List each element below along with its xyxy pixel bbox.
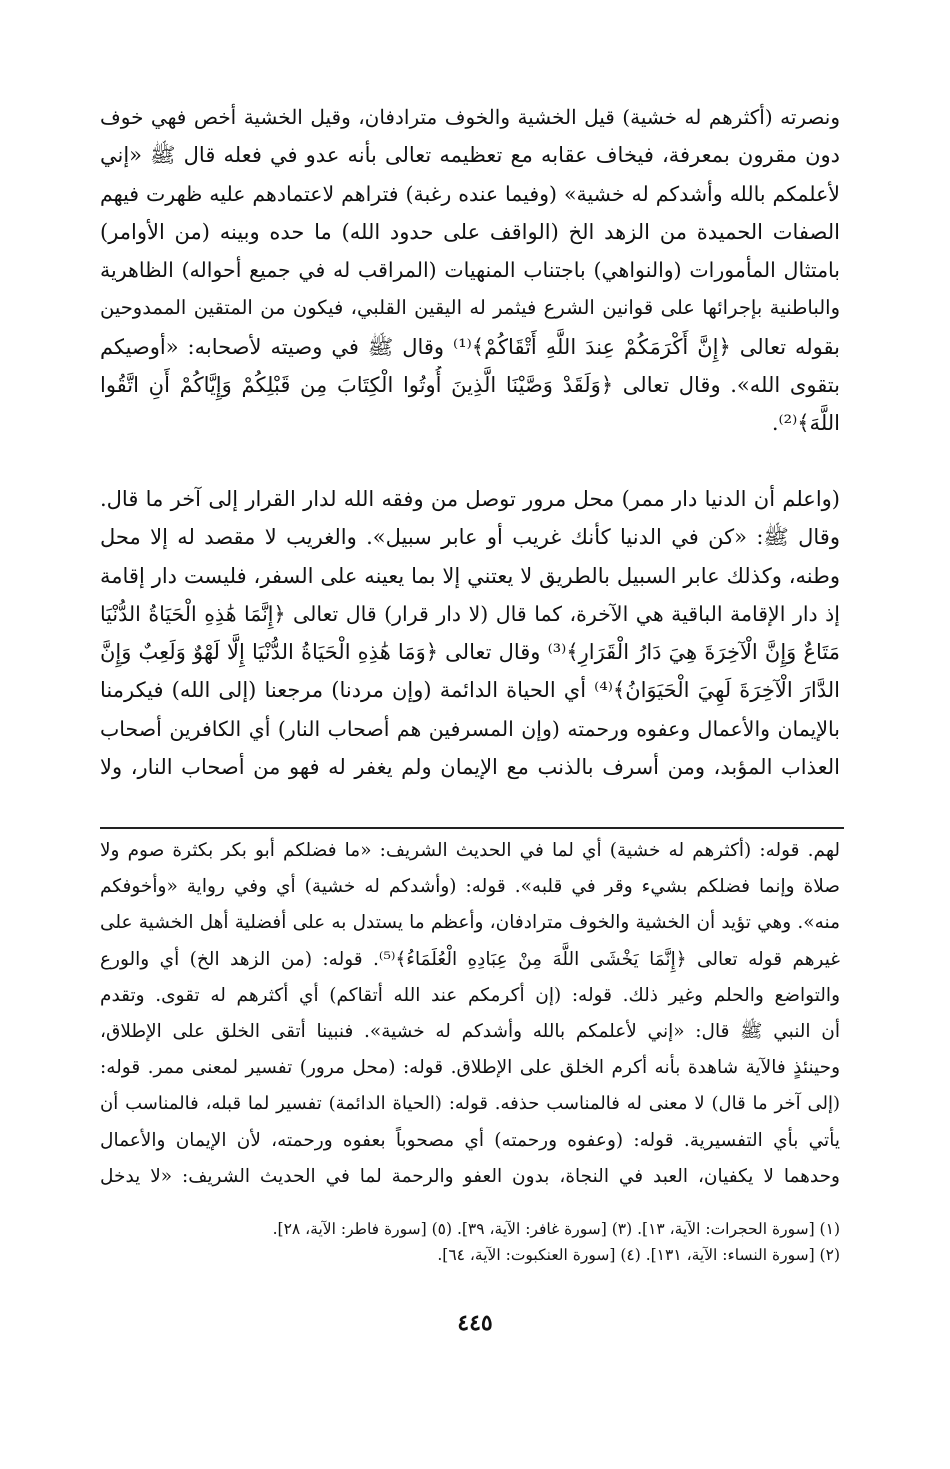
- text-line: بالإيمان والأعمال وعفوه ورحمته (وإن المسرفين هم أصحاب النار) أي الكافرين أصحاب: [100, 716, 840, 741]
- text-line: ونصرته (أكثرهم له خشية) قيل الخشية والخوف مترادفان، وقيل الخشية أخص فهي خوف: [100, 105, 840, 129]
- commentary-line: صلاة وإنما فضلكم بشيء وقر في قلبه». قوله: (وأشدكم له خشية) أي وفي رواية «وأخوفكم: [100, 876, 840, 898]
- commentary-line: لهم. قوله: (أكثرهم له خشية) أي لما في الحديث الشريف: «ما فضلكم أبو بكر بكثرة صوم ولا: [100, 840, 840, 861]
- commentary-block: [100, 833, 840, 1195]
- commentary-line: أن النبي ﷺ قال: «إني لأعلمكم بالله وأشدكم له خشية». فنبينا أتقى الخلق على الإطلاق،: [100, 1020, 840, 1042]
- text-line: إذ دار الإقامة الباقية هي الآخرة، كما قال (لا دار قرار) قال تعالى ﴿إِنَّمَا هَٰذِهِ الْحَيَاةُ الدُّنْيَا: [100, 601, 840, 626]
- commentary-line: وحدهما لا يكفيان، العبد في النجاة، بدون العفو والرحمة لما في الحديث الشريف: «لا يدخل: [100, 1165, 840, 1187]
- footnotes: [100, 1216, 840, 1268]
- main-paragraph-2: [100, 480, 840, 786]
- text-line: مَتَاعٌ وَإِنَّ الْآخِرَةَ هِيَ دَارُ الْقَرَارِ﴾⁽³⁾ وقال تعالى ﴿وَمَا هَٰذِهِ الْحَيَاةُ الدُّنْيَا إِلَّا لَهْوٌ وَلَعِبٌ وَإِنَّ: [100, 640, 840, 665]
- commentary-line: والتواضع والحلم وغير ذلك. قوله: (إن أكرمكم عند الله أتقاكم) أي أكثرهم له تقوى. وتقدم: [100, 984, 840, 1006]
- text-line: اللَّهَ﴾⁽²⁾.: [771, 411, 840, 436]
- text-line: الدَّارَ الْآخِرَةَ لَهِيَ الْحَيَوَانُ﴾⁽⁴⁾ أي الحياة الدائمة (وإن مردنا) مرجعنا (إلى الله) فيكرمنا: [100, 678, 840, 703]
- text-line: بقوله تعالى ﴿إِنَّ أَكْرَمَكُمْ عِندَ اللَّهِ أَتْقَاكُمْ﴾⁽¹⁾ وقال ﷺ في وصيته لأصحابه: «أوصيكم: [100, 334, 840, 359]
- text-line: والباطنية بإجرائها على قوانين الشرع فيثمر له اليقين القلبي، فيكون من المتقين الممدوحين: [100, 296, 840, 320]
- page-number: ٤٤٥: [457, 1310, 493, 1336]
- text-line: لأعلمكم بالله وأشدكم له خشية» (وفيما عنده رغبة) فتراهم لاعتمادهم عليه ظهرت فيهم: [100, 181, 840, 206]
- text-line: بامتثال المأمورات (والنواهي) باجتناب المنهيات (المراقب له في جميع أحواله) الظاهرية: [100, 258, 840, 283]
- commentary-line: غيرهم قوله تعالى ﴿إِنَّمَا يَخْشَى اللَّهَ مِنْ عِبَادِهِ الْعُلَمَاءُ﴾⁽⁵⁾. قوله: (من الزهد الخ) أي والورع: [100, 948, 840, 970]
- text-line: العذاب المؤبد، ومن أسرف بالذنب مع الإيمان ولم يغفر له فهو من أصحاب النار، ولا: [100, 755, 840, 780]
- text-line: (واعلم أن الدنيا دار ممر) محل مرور توصل من وفقه الله لدار القرار إلى آخر ما قال.: [100, 487, 840, 511]
- text-line: وطنه، وكذلك عابر السبيل بالطريق لا يعتني إلا بما يعينه على السفر، فليست دار إقامة: [100, 563, 840, 588]
- text-line: دون مقرون بمعرفة، فيخاف عقابه مع تعظيمه تعالى بأنه عدو في فعله قال ﷺ «إني: [100, 143, 840, 168]
- commentary-line: (إلى آخر ما قال) لا معنى له فالمناسب حذفه. قوله: (الحياة الدائمة) تفسير لما قبله، فالمناسب أن: [100, 1093, 840, 1115]
- text-line: الصفات الحميدة من الزهد الخ (الواقف على حدود الله) ما حده وبينه (من الأوامر): [100, 219, 840, 244]
- commentary-line: يأتي بأي التفسيرية. قوله: (وعفوه ورحمته) أي مصحوباً بعفوه ورحمته، لأن الإيمان والأعمال: [100, 1129, 840, 1151]
- commentary-line: منه». وهي تؤيد أن الخشية والخوف مترادفان، وأعظم ما يستدل به على أفضلية أهل الخشية على: [100, 912, 840, 934]
- commentary-divider: [100, 827, 844, 829]
- main-paragraph-1: [100, 98, 840, 443]
- commentary-line: وحينئذٍ فالآية شاهدة بأنه أكرم الخلق على الإطلاق. قوله: (محل مرور) تفسير لمعنى ممر. قوله:: [100, 1057, 840, 1079]
- text-line: بتقوى الله». وقال تعالى ﴿وَلَقَدْ وَصَّيْنَا الَّذِينَ أُوتُوا الْكِتَابَ مِن قَبْلِكُمْ وَإِيَّاكُمْ أَنِ اتَّقُوا: [100, 373, 840, 398]
- footnote-line: (٢) [سورة النساء: الآية، ١٣١]. (٤) [سورة العنكبوت: الآية، ٦٤].: [437, 1246, 840, 1264]
- footnote-line: (١) [سورة الحجرات: الآية، ١٣]. (٣) [سورة غافر: الآية، ٣٩]. (٥) [سورة فاطر: الآية، ٢٨].: [272, 1220, 840, 1238]
- text-line: وقال ﷺ: «كن في الدنيا كأنك غريب أو عابر سبيل». والغريب لا مقصد له إلا محل: [100, 525, 840, 550]
